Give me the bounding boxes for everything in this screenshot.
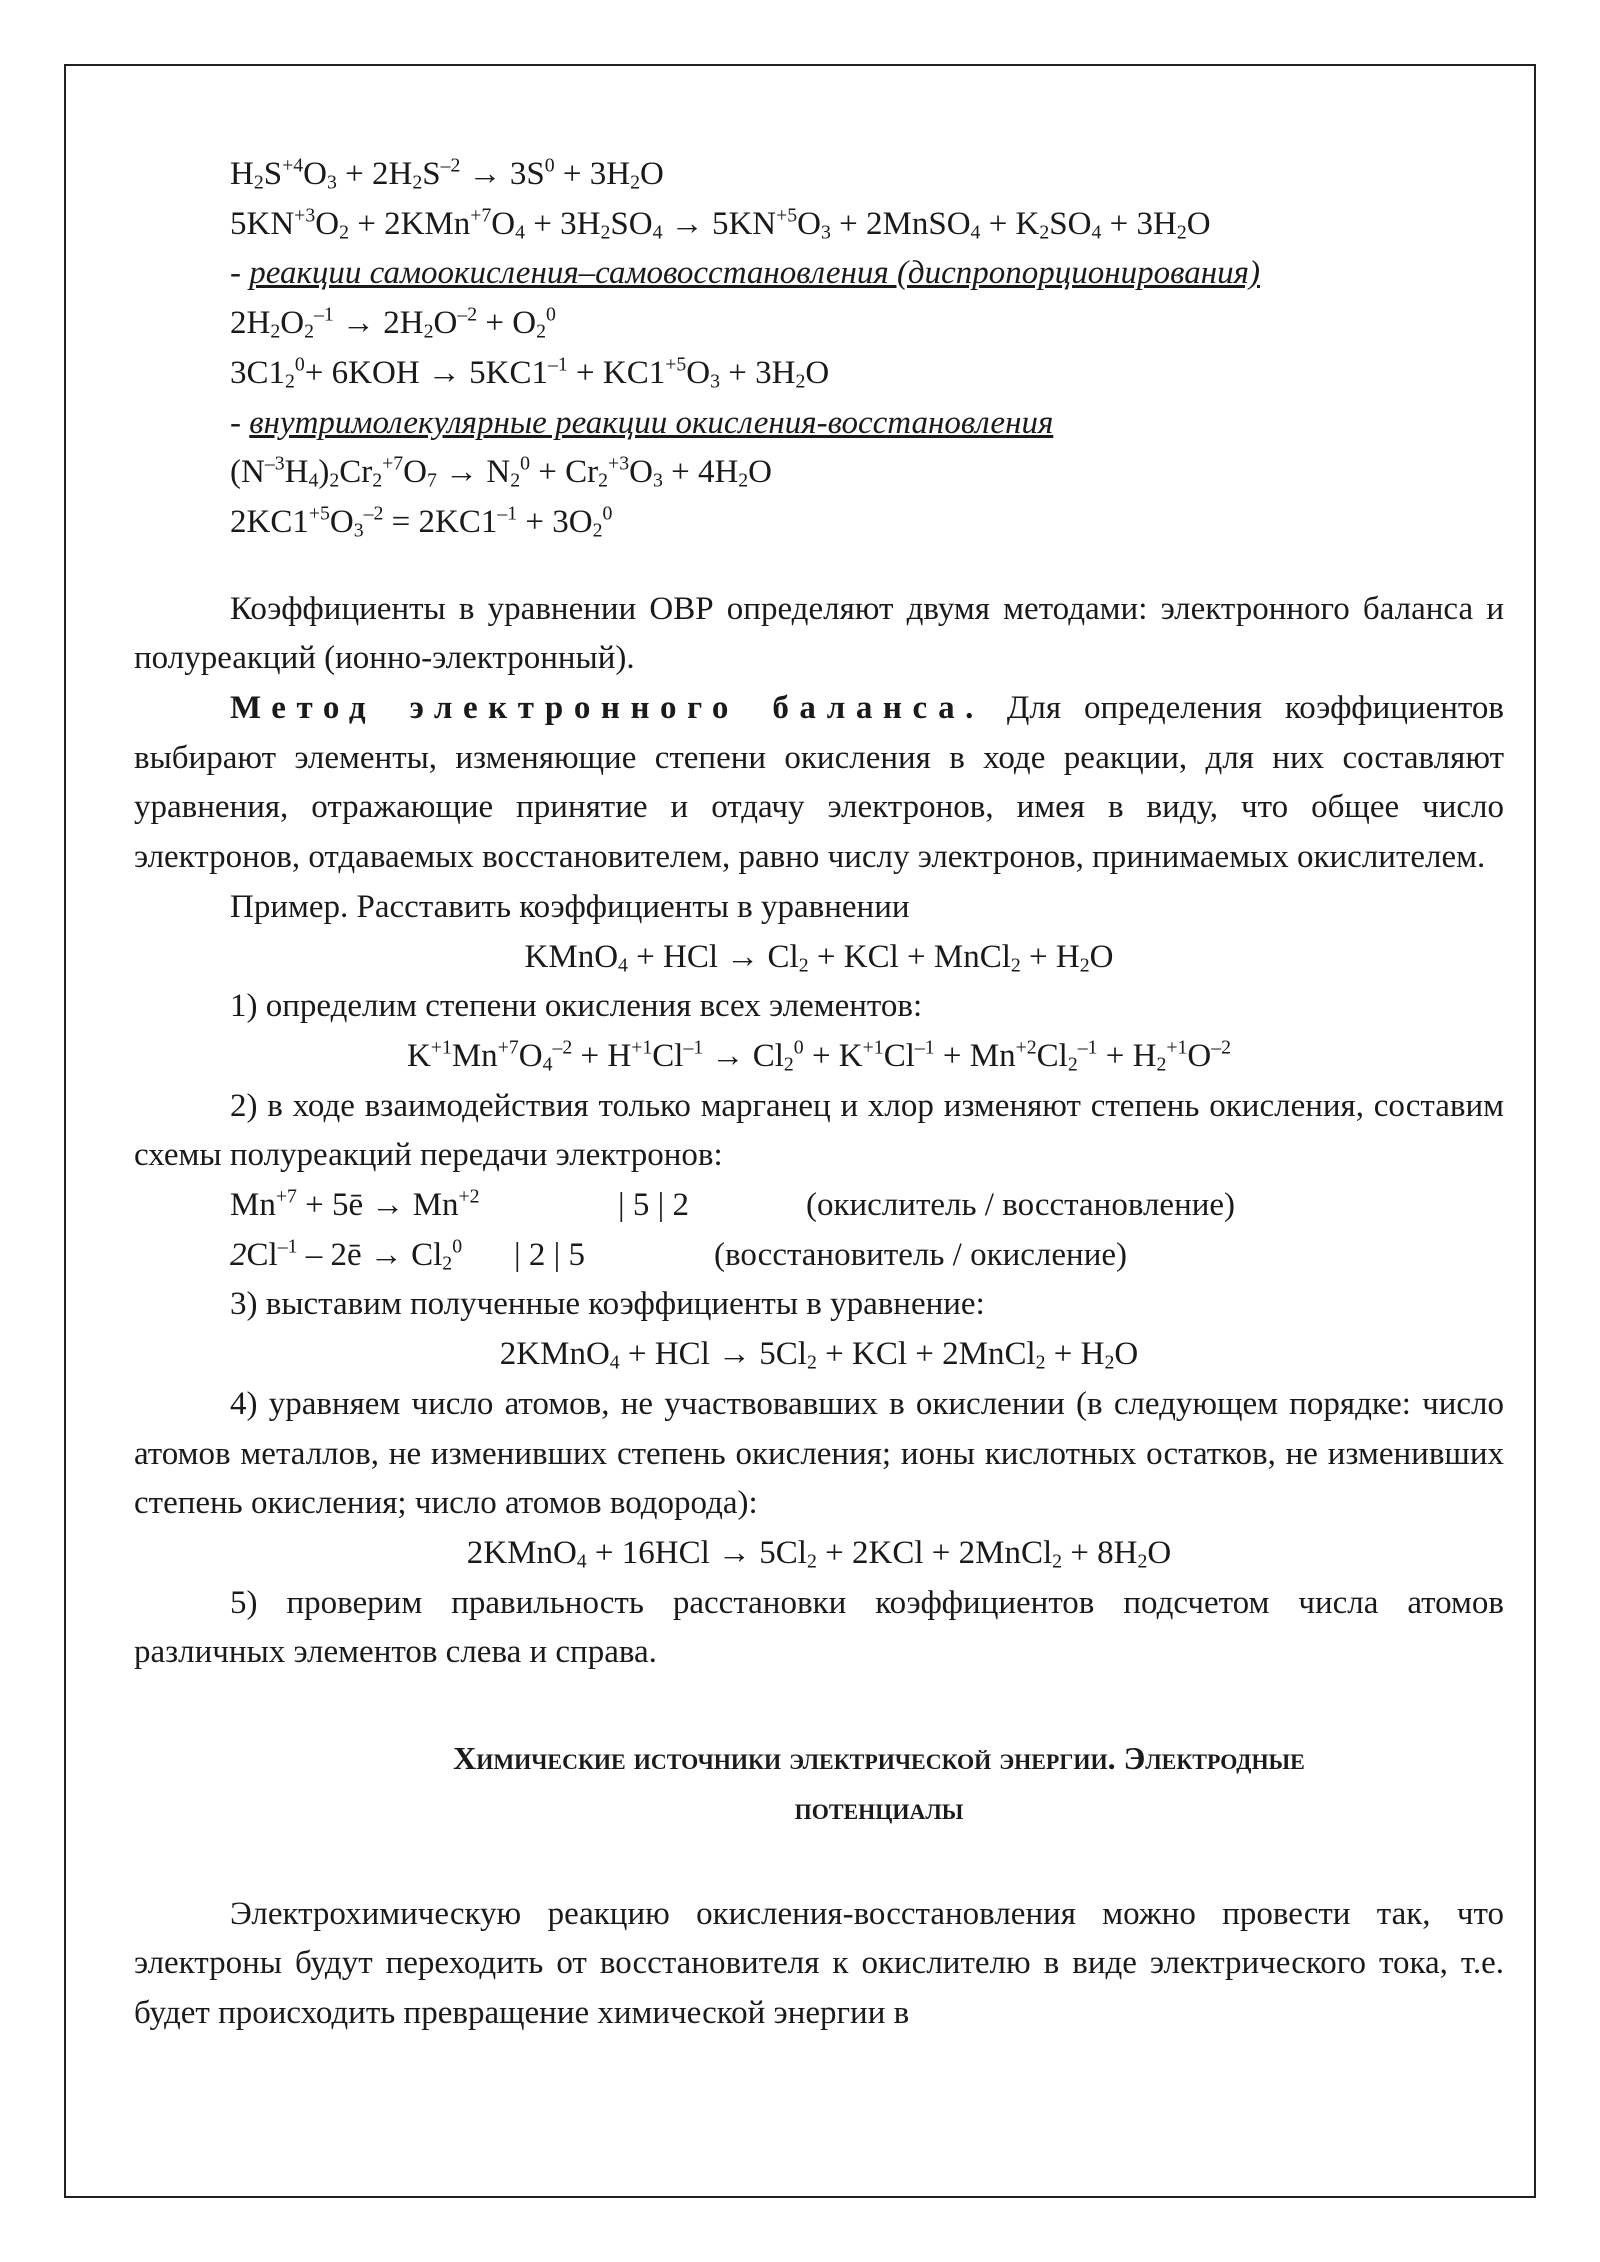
example-label: Пример. Расставить коэффициенты в уравнении: [230, 888, 910, 925]
half-reaction-2-equation: $2Cl^{-1}$ – 2ē → $Cl_2^0$: [230, 1235, 463, 1275]
method-paragraph: [134, 684, 1504, 883]
half-reaction-1-equation: $Mn^{+7}$ + 5ē → $Mn^{+2}$: [230, 1185, 480, 1224]
intro-paragraph: Коэффициенты в уравнении ОВР определяют двумя методами: электронного баланса и полуреакций (ионно-электронный).: [134, 590, 1504, 677]
half-reaction-1-coefficients: | 5 | 2: [618, 1187, 689, 1224]
equation-inter-2: $5KN^{+3}O_2 + 2KMn^{+7}O_4 + 3H_2SO_4 \to 5KN^{+5}O_3$ + 2MnSO$_4$ + $K_2SO_4 + 3H_2O$: [230, 204, 1211, 244]
step-1-equation: $K^{+1}Mn^{+7}O_4^{-2} + H^{+1}Cl^{-1} \to Cl_2^0 + K^{+1}Cl^{-1} + Mn^{+2}Cl_2^{-1} + H_2^{+1}O^{-2}$: [406, 1036, 1232, 1076]
step-4-equation: 2KMnO$_4$ + $16HCl \to 5Cl_2 + 2KCl$ + 2MnCl$_2$ + $8H_2O$: [466, 1534, 1172, 1573]
step-1: 1) определим степени окисления всех элементов:: [230, 988, 923, 1025]
section-header-intramolecular: - внутримолекулярные реакции окисления-восстановления: [230, 404, 1054, 441]
example-equation: KMnO$_4$ + HCl → $Cl_2$ + KCl + MnCl$_2$ + $H_2O$: [524, 938, 1114, 976]
equation-dispro-1: $2H_2O_2^{-1} \to 2H_2O^{-2} + O_2^0$: [230, 303, 556, 343]
equation-intra-1: $(N^{-3}H_4)_2Cr_2^{+7}O_7 \to N_2^0 + Cr_2^{+3}O_3 + 4H_2O$: [230, 452, 773, 492]
half-reaction-1-note: (окислитель / восстановление): [806, 1187, 1236, 1224]
equation-dispro-2: $3C1_2^0+ 6KOH \to 5KC1^{-1} + KC1^{+5}O_3 + 3H_2O$: [230, 353, 830, 393]
equation-intra-2: $2KC1^{+5}O_3^{-2} = 2KC1^{-1} + 3O_2^0$: [230, 502, 613, 542]
method-text: Для определения коэффициентов выбирают элементы, изменяющие степени окисления в ходе реакции, для них составляют уравнения, отражающие принятие и отдачу электронов, имея в виду, что общее число электронов, отдаваемых восстановителем, равно числу электронов, принимаемых окислителем.: [134, 690, 1504, 876]
half-reaction-1: [134, 1181, 1504, 1231]
half-reaction-2-note: (восстановитель / окисление): [714, 1236, 1127, 1273]
half-reaction-2-coefficients: | 2 | 5: [514, 1236, 585, 1273]
method-title: Метод электронного баланса.: [230, 690, 984, 727]
section-heading: Химические источники электрической энергии. Электродные потенциалы: [453, 1740, 1305, 1826]
half-reaction-2: [134, 1231, 1504, 1281]
step-3: 3) выставим полученные коэффициенты в уравнение:: [230, 1286, 985, 1323]
equation-inter-1: $H_2S^{+4}O_3 + 2H_2S^{-2} \to 3S^0 + 3H_2O$: [230, 154, 664, 194]
step-5: 5) проверим правильность расстановки коэффициентов подсчетом числа атомов различных элементов слева и справа.: [134, 1584, 1504, 1671]
step-3-equation: 2KMnO$_4$ + HCl → $5Cl_2$ + KCl + 2MnCl$_2$ + $H_2O$: [499, 1336, 1139, 1374]
document-body: [134, 150, 1504, 2039]
section-header-disproportionation: - реакции самоокисления–самовосстановления (диспропорционирования): [230, 255, 1260, 292]
step-2: 2) в ходе взаимодействия только марганец и хлор изменяют степень окисления, составим схемы полуреакций передачи электронов:: [134, 1087, 1504, 1174]
final-paragraph: Электрохимическую реакцию окисления-восстановления можно провести так, что электроны будут переходить от восстановителя к окислителю в виде электрического тока, т.е. будет происходить превращение химической энергии в: [134, 1895, 1504, 2031]
step-4: 4) уравняем число атомов, не участвовавших в окислении (в следующем порядке: число атомов металлов, не изменивших степень окисления; ионы кислотных остатков, не изменивших степень окисления; число атомов водорода):: [134, 1385, 1504, 1522]
